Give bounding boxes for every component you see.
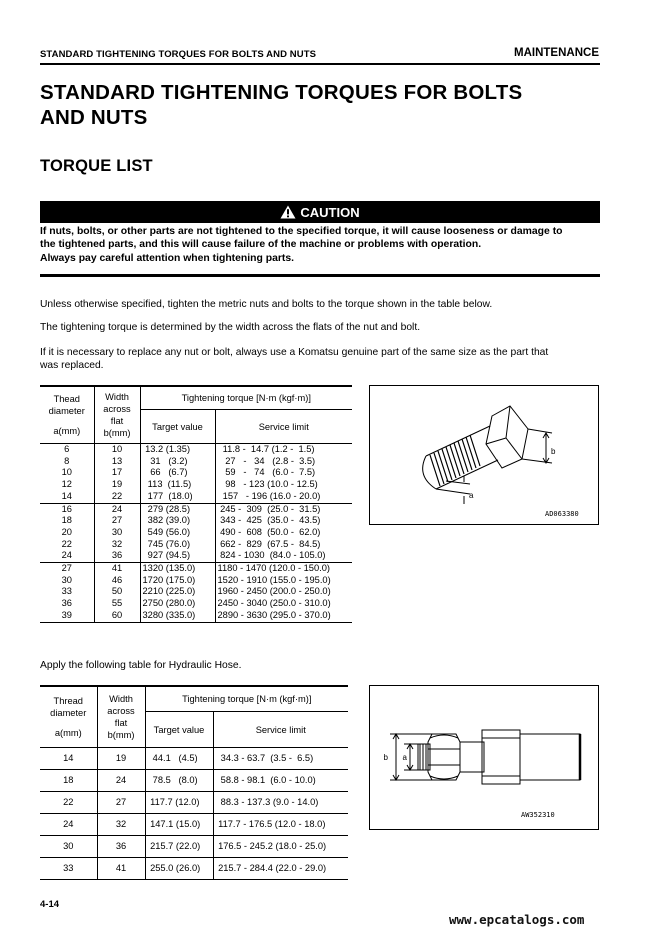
bolt-torque-table (40, 385, 352, 623)
cell-service-limit: 824 - 1030 (84.0 - 105.0) (215, 550, 352, 562)
cell-target-value: 2210 (225.0) (140, 586, 215, 598)
cell-service-limit: 1520 - 1910 (155.0 - 195.0) (215, 575, 352, 587)
table-row (40, 444, 352, 456)
caution-text (40, 225, 602, 265)
cell-width-across-flat: 36 (97, 836, 145, 858)
header-text: Width (109, 694, 133, 704)
cell-width-across-flat: 27 (97, 792, 145, 814)
cell-width-across-flat: 19 (94, 479, 140, 491)
cell-service-limit: 215.7 - 284.4 (22.0 - 29.0) (213, 858, 348, 880)
cell-width-across-flat: 19 (97, 748, 145, 770)
cell-service-limit: 662 - 829 (67.5 - 84.5) (215, 539, 352, 551)
cell-width-across-flat: 27 (94, 515, 140, 527)
cell-target-value: 2750 (280.0) (140, 598, 215, 610)
table-row (40, 814, 348, 836)
cell-service-limit: 343 - 425 (35.0 - 43.5) (215, 515, 352, 527)
page-number: 4-14 (40, 899, 60, 910)
paragraph-metric: Unless otherwise specified, tighten the metric nuts and bolts to the torque shown in the table below. (40, 299, 493, 310)
cell-target-value: 927 (94.5) (140, 550, 215, 562)
caution-line: the tightened parts, and this will cause failure of the machine or problems with operation. (40, 239, 482, 251)
header-text: b(mm) (103, 428, 131, 438)
cell-service-limit: 490 - 608 (50.0 - 62.0) (215, 527, 352, 539)
table-row (40, 770, 348, 792)
cell-width-across-flat: 36 (94, 550, 140, 562)
cell-thread-diameter: 10 (61, 467, 72, 478)
cell-thread-diameter: 27 (40, 563, 94, 575)
paragraph-hydraulic-hose: Apply the following table for Hydraulic Hose. (40, 660, 242, 671)
watermark-url: www.epcatalogs.com (449, 912, 585, 927)
cell-target-value: 215.7 (22.0) (145, 836, 213, 858)
header-text: diameter (50, 708, 87, 718)
cell-target-value: 3280 (335.0) (140, 610, 215, 622)
cell-target-value: 117.7 (12.0) (145, 792, 213, 814)
table-row (40, 539, 352, 551)
table-row (40, 586, 352, 598)
cell-service-limit: 1180 - 1470 (120.0 - 150.0) (215, 563, 352, 575)
running-header-section: MAINTENANCE (514, 47, 599, 59)
cell-width-across-flat: 41 (97, 858, 145, 880)
cell-service-limit: 27 - 34 (2.8 - 3.5) (215, 456, 352, 468)
bolt-figure (369, 385, 599, 525)
cell-width-across-flat: 60 (94, 610, 140, 622)
cell-target-value: 549 (56.0) (140, 527, 215, 539)
header-text: diameter (48, 406, 85, 416)
header-text: flat (110, 416, 124, 426)
cell-service-limit: 157 - 196 (16.0 - 20.0) (215, 491, 352, 503)
header-text: Thread (53, 696, 83, 706)
table-row (40, 610, 352, 622)
cell-width-across-flat: 30 (94, 527, 140, 539)
cell-thread-diameter: 33 (61, 586, 72, 597)
page-title (40, 80, 600, 130)
table-row (40, 575, 352, 587)
header-width-across-flat (94, 386, 140, 444)
header-service-limit: Service limit (215, 410, 352, 444)
caution-rule (40, 274, 600, 277)
table-row (40, 456, 352, 468)
cell-target-value: 78.5 (8.0) (145, 770, 213, 792)
header-text: Thead (53, 394, 80, 404)
caution-banner (40, 201, 600, 223)
hose-fitting-illustration (370, 686, 598, 829)
cell-thread-diameter: 16 (40, 503, 94, 515)
cell-thread-diameter: 12 (61, 479, 72, 490)
cell-width-across-flat: 10 (94, 444, 140, 456)
header-text: b(mm) (107, 730, 135, 740)
cell-target-value: 177 (18.0) (140, 491, 215, 503)
table-row (40, 836, 348, 858)
cell-service-limit: 245 - 309 (25.0 - 31.5) (215, 503, 352, 515)
cell-target-value: 382 (39.0) (140, 515, 215, 527)
header-text: Width (105, 392, 129, 402)
cell-target-value: 66 (6.7) (140, 467, 215, 479)
cell-thread-diameter: 24 (40, 814, 97, 836)
cell-target-value: 1320 (135.0) (140, 563, 215, 575)
paragraph-width: The tightening torque is determined by the width across the flats of the nut and bolt. (40, 322, 421, 333)
header-rule (40, 63, 600, 65)
table-row (40, 792, 348, 814)
cell-service-limit: 58.8 - 98.1 (6.0 - 10.0) (213, 770, 348, 792)
caution-line: If nuts, bolts, or other parts are not tightened to the specified torque, it will cause looseness or damage to (40, 226, 563, 237)
section-subtitle: TORQUE LIST (40, 157, 153, 175)
bolt-illustration (370, 386, 598, 524)
table-row (40, 550, 352, 562)
table-row (40, 527, 352, 539)
cell-service-limit: 88.3 - 137.3 (9.0 - 14.0) (213, 792, 348, 814)
running-header-title: STANDARD TIGHTENING TORQUES FOR BOLTS AND NUTS (40, 49, 317, 60)
header-target-value: Target value (145, 712, 213, 748)
header-tightening-torque: Tightening torque [N·m (kgf·m)] (140, 386, 352, 410)
cell-target-value: 1720 (175.0) (140, 575, 215, 587)
header-thread-diameter (40, 386, 94, 444)
dimension-label-b: b (383, 753, 388, 762)
cell-thread-diameter: 33 (40, 858, 97, 880)
cell-target-value: 31 (3.2) (140, 456, 215, 468)
cell-thread-diameter: 8 (64, 455, 70, 466)
cell-service-limit: 176.5 - 245.2 (18.0 - 25.0) (213, 836, 348, 858)
cell-width-across-flat: 22 (94, 491, 140, 503)
cell-width-across-flat: 32 (94, 539, 140, 551)
cell-thread-diameter: 22 (61, 538, 72, 549)
cell-service-limit: 2450 - 3040 (250.0 - 310.0) (215, 598, 352, 610)
header-text: a(mm) (53, 426, 81, 436)
header-target-value: Target value (140, 410, 215, 444)
caution-label: CAUTION (300, 204, 360, 220)
cell-thread-diameter: 18 (40, 770, 97, 792)
table-row (40, 515, 352, 527)
cell-target-value: 255.0 (26.0) (145, 858, 213, 880)
cell-target-value: 13.2 (1.35) (140, 444, 215, 456)
header-text: a(mm) (54, 728, 82, 738)
table-row (40, 858, 348, 880)
cell-thread-diameter: 30 (61, 574, 72, 585)
cell-thread-diameter: 18 (61, 515, 72, 526)
cell-width-across-flat: 46 (94, 575, 140, 587)
paragraph-line: If it is necessary to replace any nut or bolt, always use a Komatsu genuine part of the same size as the part that (40, 347, 549, 358)
cell-width-across-flat: 24 (97, 770, 145, 792)
cell-width-across-flat: 13 (94, 456, 140, 468)
cell-target-value: 44.1 (4.5) (145, 748, 213, 770)
header-width-across-flat (97, 686, 145, 748)
dimension-label-b: b (551, 447, 556, 456)
cell-service-limit: 34.3 - 63.7 (3.5 - 6.5) (213, 748, 348, 770)
cell-thread-diameter: 20 (61, 526, 72, 537)
header-tightening-torque: Tightening torque [N·m (kgf·m)] (145, 686, 348, 712)
cell-width-across-flat: 24 (94, 503, 140, 515)
table-row (40, 491, 352, 503)
hose-figure (369, 685, 599, 830)
header-service-limit: Service limit (213, 712, 348, 748)
figure-code: AW352310 (521, 811, 555, 819)
cell-width-across-flat: 17 (94, 467, 140, 479)
cell-target-value: 279 (28.5) (140, 503, 215, 515)
cell-service-limit: 98 - 123 (10.0 - 12.5) (215, 479, 352, 491)
page-title-line1: STANDARD TIGHTENING TORQUES FOR BOLTS (40, 81, 523, 104)
table-row (40, 748, 348, 770)
cell-thread-diameter: 22 (40, 792, 97, 814)
table-row (40, 479, 352, 491)
cell-target-value: 745 (76.0) (140, 539, 215, 551)
header-thread-diameter (40, 686, 97, 748)
cell-service-limit: 2890 - 3630 (295.0 - 370.0) (215, 610, 352, 622)
cell-width-across-flat: 32 (97, 814, 145, 836)
cell-service-limit: 117.7 - 176.5 (12.0 - 18.0) (213, 814, 348, 836)
table-row (40, 598, 352, 610)
table-row (40, 563, 352, 575)
cell-target-value: 147.1 (15.0) (145, 814, 213, 836)
cell-width-across-flat: 50 (94, 586, 140, 598)
paragraph-line: was replaced. (40, 360, 104, 371)
table-row (40, 467, 352, 479)
cell-width-across-flat: 41 (94, 563, 140, 575)
hose-torque-table (40, 685, 348, 880)
cell-thread-diameter: 30 (40, 836, 97, 858)
warning-triangle-icon (280, 205, 296, 219)
cell-thread-diameter: 24 (61, 550, 72, 561)
paragraph-replace (40, 346, 602, 372)
cell-thread-diameter: 14 (61, 490, 72, 501)
cell-service-limit: 1960 - 2450 (200.0 - 250.0) (215, 586, 352, 598)
header-text: flat (114, 718, 128, 728)
header-text: across (103, 404, 131, 414)
cell-service-limit: 11.8 - 14.7 (1.2 - 1.5) (215, 444, 352, 456)
cell-thread-diameter: 6 (64, 444, 70, 454)
caution-line: Always pay careful attention when tightening parts. (40, 252, 295, 264)
figure-code: AD063380 (545, 510, 579, 518)
cell-target-value: 113 (11.5) (140, 479, 215, 491)
dimension-label-a: a (402, 753, 407, 762)
cell-service-limit: 59 - 74 (6.0 - 7.5) (215, 467, 352, 479)
page-title-line2: AND NUTS (40, 106, 148, 129)
cell-thread-diameter: 36 (61, 598, 72, 609)
table-row (40, 503, 352, 515)
cell-thread-diameter: 39 (40, 610, 94, 622)
cell-width-across-flat: 55 (94, 598, 140, 610)
dimension-label-a: a (469, 491, 474, 500)
cell-thread-diameter: 14 (40, 748, 97, 770)
header-text: across (107, 706, 135, 716)
